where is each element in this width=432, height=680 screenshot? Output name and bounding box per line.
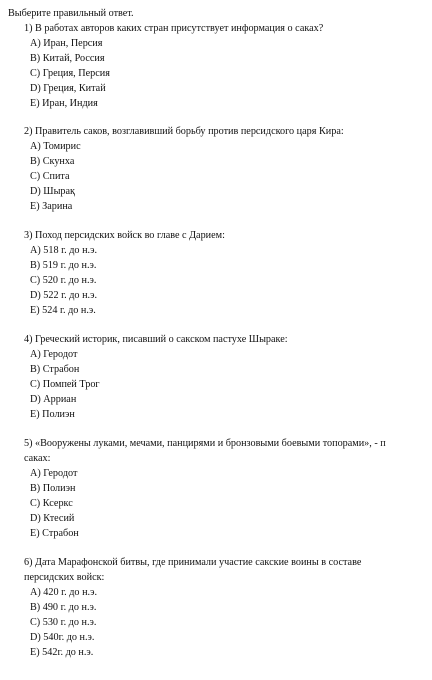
question-1-text: [8, 21, 432, 36]
question-4-number: 4): [24, 334, 33, 345]
option-c: C) 530 г. до н.э.: [30, 617, 97, 628]
question-6-body-line1: Дата Марафонской битвы, где принимали участие сакские воины в составе: [35, 557, 362, 568]
option-b: B) Скунха: [30, 156, 75, 167]
question-5-text: [8, 436, 432, 451]
option-d: D) Шырақ: [30, 186, 75, 197]
option-c: C) 520 г. до н.э.: [30, 275, 97, 286]
question-5-body-line2: саках:: [24, 453, 51, 464]
question-4: [8, 332, 432, 422]
option-d: D) 540г. до н.э.: [30, 632, 95, 643]
question-4-body: Греческий историк, писавший о сакском пастухе Шыраке:: [35, 334, 288, 345]
option-a: A) Геродот: [30, 349, 78, 360]
option-c: C) Греция, Персия: [30, 68, 110, 79]
option-a: A) Иран, Персия: [30, 38, 103, 49]
option-b: B) Страбон: [30, 364, 80, 375]
option-c: C) Помпей Трог: [30, 379, 100, 390]
question-6-text: [8, 555, 432, 570]
option-b: B) Китай, Россия: [30, 53, 105, 64]
question-2-number: 2): [24, 126, 33, 137]
question-6-body-line2: персидских войск:: [24, 572, 105, 583]
option-a: A) 518 г. до н.э.: [30, 245, 97, 256]
option-e: E) 524 г. до н.э.: [30, 305, 96, 316]
option-c: C) Ксеркс: [30, 498, 73, 509]
question-3-number: 3): [24, 230, 33, 241]
question-1-body: В работах авторов каких стран присутствует информация о саках?: [35, 23, 324, 34]
question-5-body-line1: «Вооружены луками, мечами, панцирями и бронзовыми боевыми топорами», - п: [35, 438, 386, 449]
question-4-text: [8, 332, 432, 347]
option-c: C) Спита: [30, 171, 70, 182]
question-1: [8, 21, 432, 111]
question-3-text: [8, 228, 432, 243]
quiz-document: [8, 6, 432, 674]
option-d: D) Арриан: [30, 394, 77, 405]
option-b: B) 519 г. до н.э.: [30, 260, 97, 271]
option-e: E) Иран, Индия: [30, 98, 98, 109]
option-e: E) 542г. до н.э.: [30, 647, 94, 658]
instruction-text: Выберите правильный ответ.: [8, 8, 134, 19]
question-5: [8, 436, 432, 541]
option-d: D) 522 г. до н.э.: [30, 290, 97, 301]
question-3-body: Поход персидских войск во главе с Дарием:: [35, 230, 225, 241]
question-1-number: 1): [24, 23, 33, 34]
question-6-number: 6): [24, 557, 33, 568]
option-b: B) 490 г. до н.э.: [30, 602, 97, 613]
option-e: E) Полиэн: [30, 409, 75, 420]
question-5-number: 5): [24, 438, 33, 449]
option-d: D) Греция, Китай: [30, 83, 106, 94]
question-2-text: [8, 124, 432, 139]
option-b: B) Полиэн: [30, 483, 76, 494]
option-a: A) Геродот: [30, 468, 78, 479]
question-2: [8, 124, 432, 214]
option-e: E) Страбон: [30, 528, 79, 539]
question-2-body: Правитель саков, возглавивший борьбу против персидского царя Кира:: [35, 126, 344, 137]
question-6: [8, 555, 432, 660]
option-a: A) 420 г. до н.э.: [30, 587, 97, 598]
option-e: E) Зарина: [30, 201, 73, 212]
option-d: D) Ктесий: [30, 513, 75, 524]
option-a: A) Томирис: [30, 141, 81, 152]
question-3: [8, 228, 432, 318]
